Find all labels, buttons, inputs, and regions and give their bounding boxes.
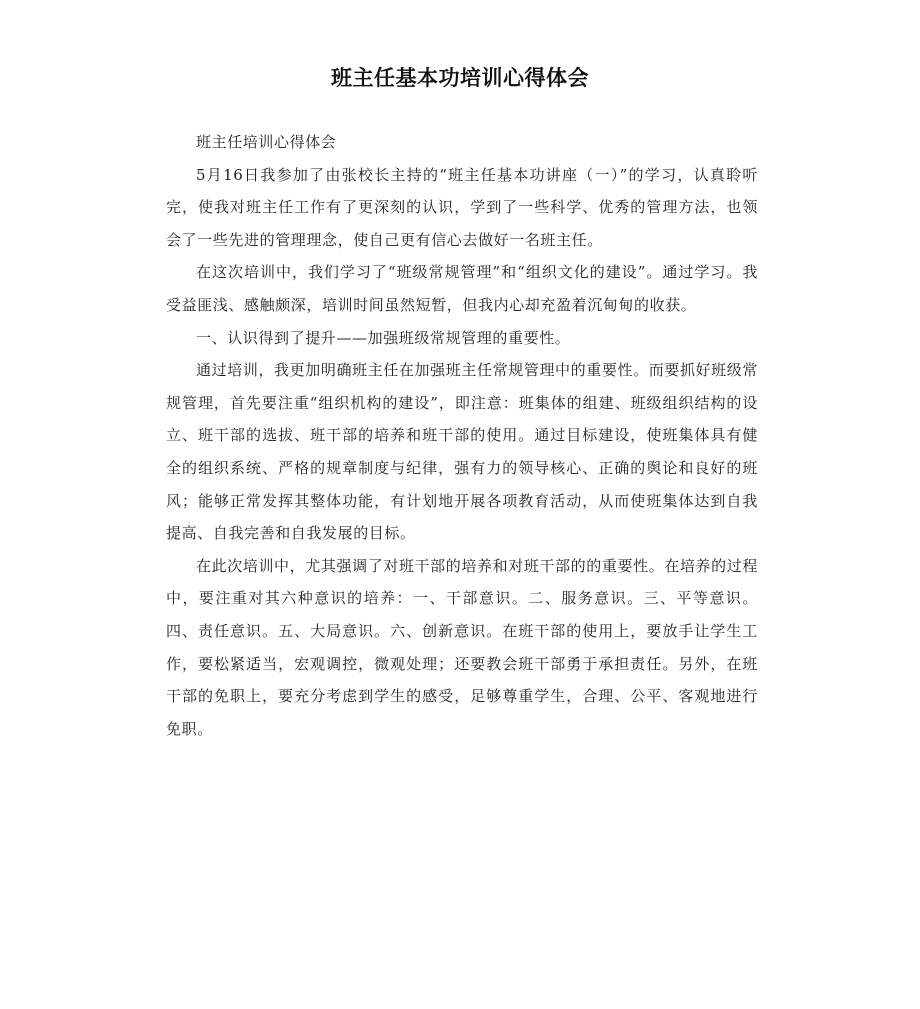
document-title: 班主任基本功培训心得体会	[331, 66, 589, 90]
paragraph-section-heading: 一、认识得到了提升——加强班级常规管理的重要性。	[196, 328, 571, 347]
paragraph-intro: 5月16日我参加了由张校长主持的“班主任基本功讲座（一）”的学习，认真聆听完，使我对班主任工作有了更深刻的认识，学到了一些科学、优秀的管理方法，也领会了一些先进的管理理念，使自己更有信心去做好一名班主任。	[166, 165, 758, 249]
paragraph-subtitle: 班主任培训心得体会	[196, 133, 337, 151]
paragraph-class-cadre: 在此次培训中，尤其强调了对班干部的培养和对班干部的的重要性。在培养的过程中，要注重对其六种意识的培养：一、干部意识。二、服务意识。三、平等意识。四、责任意识。五、大局意识。六、创新意识。在班干部的使用上，要放手让学生工作，要松紧适当，宏观调控，微观处理；还要教会班干部勇于承担责任。另外，在班干部的免职上，要充分考虑到学生的感受，足够尊重学生，合理、公平、客观地进行免职。	[166, 556, 758, 738]
paragraph-class-management: 通过培训，我更加明确班主任在加强班主任常规管理中的重要性。而要抓好班级常规管理，首先要注重“组织机构的建设”，即注意：班集体的组建、班级组织结构的设立、班干部的选拔、班干部的培养和班干部的使用。通过目标建设，使班集体具有健全的组织系统、严格的规章制度与纪律，强有力的领导核心、正确的舆论和良好的班风；能够正常发挥其整体功能，有计划地开展各项教育活动，从而使班集体达到自我提高、自我完善和自我发展的目标。	[166, 361, 758, 543]
paragraph-training-content: 在这次培训中，我们学习了“班级常规管理”和“组织文化的建设”。通过学习。我受益匪浅、感触颇深，培训时间虽然短暂，但我内心却充盈着沉甸甸的收获。	[166, 263, 758, 314]
document-body	[166, 126, 758, 745]
